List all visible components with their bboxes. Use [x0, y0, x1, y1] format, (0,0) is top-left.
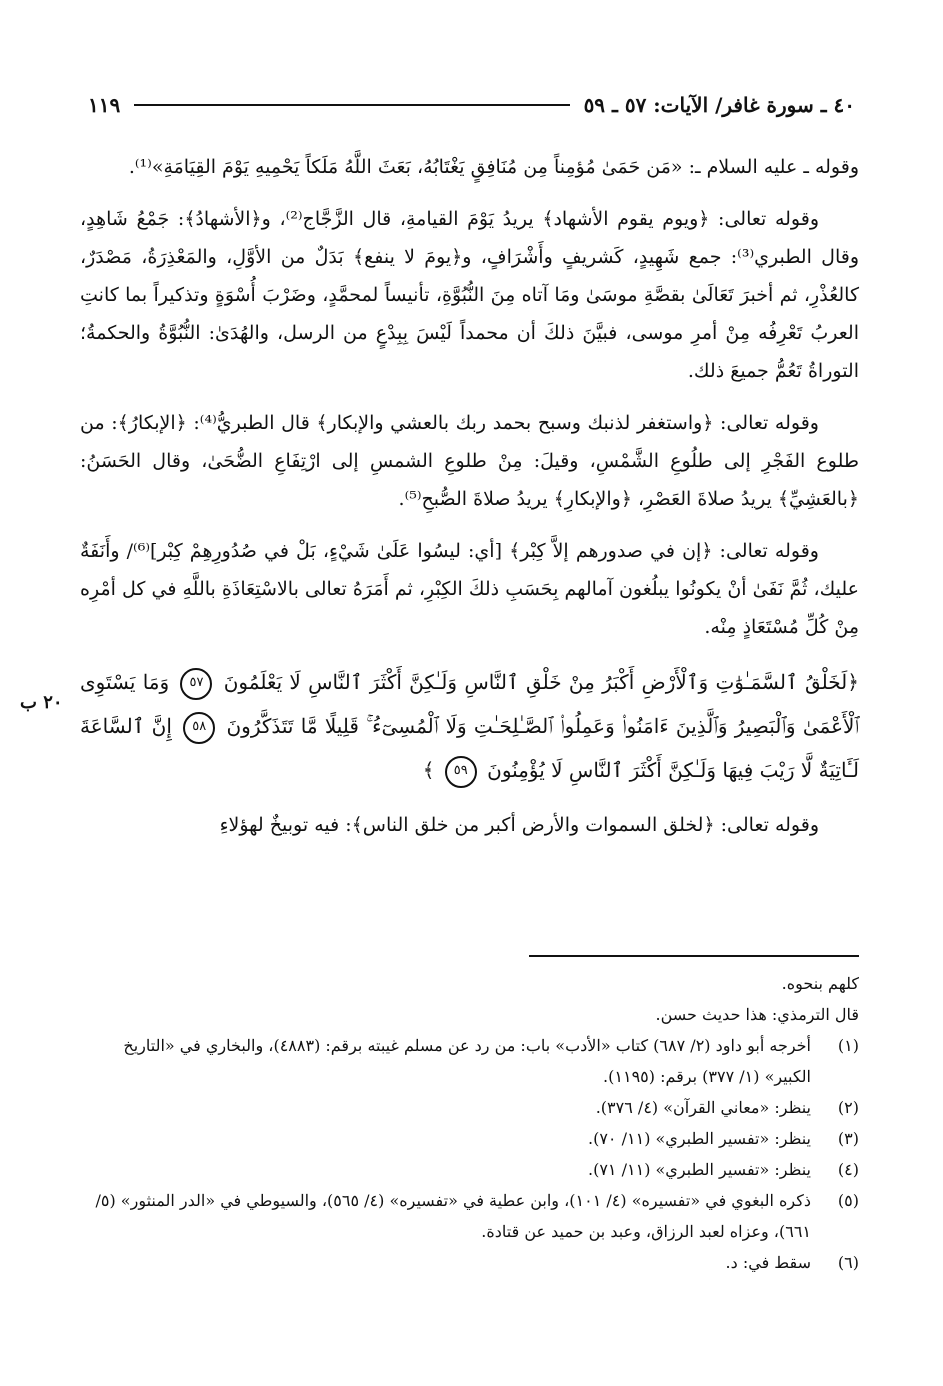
footnote-number: (٢)	[837, 1098, 859, 1117]
verse-text: إِنَّ ٱلسَّاعَةَ لَـَٔاتِيَةٌ لَّا رَيْبَ فِيهَا وَلَـٰكِنَّ أَكْثَرَ ٱلنَّاسِ لَا يُؤْمِنُونَ	[80, 714, 859, 782]
footnote-text: ينظر: «تفسير الطبري» (١١/ ٧١).	[588, 1160, 811, 1179]
footnotes	[84, 968, 859, 1278]
verse-text: وَمَا يَسْتَوِى ٱلْأَعْمَىٰ وَٱلْبَصِيرُ وَٱلَّذِينَ ءَامَنُوا۟ وَعَمِلُوا۟ ٱلصَّـٰلِحَـٰتِ وَلَا ٱلْمُسِىٓءُ ۚ قَلِيلًا مَّا تَتَذَكَّرُونَ	[80, 670, 860, 738]
page-number: ١١٩	[88, 93, 121, 117]
footnote	[84, 1030, 859, 1092]
footnote	[84, 1247, 859, 1278]
footnote-number: (١)	[837, 1036, 859, 1055]
paragraph: وقوله تعالى: ﴿ويوم يقوم الأشهاد﴾ يريدُ يَوْمَ القيامةِ، قال الزَّجَّاج⁽²⁾، و﴿الأشهادُ﴾: جَمْعُ شَاهِدٍ، وقال الطبري⁽³⁾: جمع شَهِيدٍ، كَشريفٍ وأَشْرَافٍ، و﴿يومَ لا ينفع﴾ بَدَلٌ من الأوَّلِ، والمَعْذِرَةُ، مَصْدَرٌ، كالعُذْرِ، ثم أخبرَ تَعَالَىٰ بقصَّةِ موسَىٰ ومَا آتاه مِنَ النُّبُوَّةِ، تأنيساً لمحمَّدٍ، وضَرْبَ أُسْوَةٍ وتذكيراً بما كانتِ العربُ تَعْرِفُه مِنْ أمرِ موسى، فبيَّنَ ذلكَ أن محمداً لَيْسَ بِبِدْعٍ من الرسل، والهُدَىٰ: النُّبُوَّةُ والحكمةُ؛ التوراةُ تَعُمُّ جميعَ ذلك.	[80, 208, 859, 382]
ayah-number-marker: ٥٩	[445, 756, 477, 788]
footnote-text: ينظر: «معاني القرآن» (٤/ ٣٧٦).	[595, 1098, 811, 1117]
verse-close-bracket: ﴾	[422, 758, 435, 782]
footnote-continuation: قال الترمذي: هذا حديث حسن.	[655, 1005, 859, 1024]
paragraph: وقوله تعالى: ﴿لخلق السموات والأرض أكبر من خلق الناس﴾: فيه توبيخٌ لهؤلاءِ	[219, 814, 819, 836]
verse-text: ﴿لَخَلْقُ ٱلسَّمَـٰوَٰتِ وَٱلْأَرْضِ أَكْبَرُ مِنْ خَلْقِ ٱلنَّاسِ وَلَـٰكِنَّ أَكْثَرَ ٱلنَّاسِ لَا يَعْلَمُونَ	[223, 670, 859, 694]
paragraph: وقوله تعالى: ﴿إن في صدورهم إلاَّ كِبْر﴾ [أي: ليسُوا عَلَىٰ شَيْءٍ، بَلْ في صُدُورِهِمْ كِبْر]⁽⁶⁾/ وأَنَفَةٌ عليك، ثُمَّ نَفَىٰ أنْ يكونُوا يبلُغون آمالهم بِحَسَبِ ذلكَ الكِبْرِ، ثم أَمَرَهُ تعالى بالاسْتِعَاذَةِ باللَّهِ في كل أمْرِه مِنْ كُلِّ مُسْتَعَاذٍ مِنْه.	[80, 540, 859, 638]
footnote	[84, 1154, 859, 1185]
footnote-number: (٣)	[837, 1129, 859, 1148]
quran-verses	[80, 660, 859, 792]
footnote-number: (٥)	[837, 1191, 859, 1210]
paragraph: وقوله تعالى: ﴿واستغفر لذنبك وسبح بحمد ربك بالعشي والإبكار﴾ قال الطبريُّ⁽⁴⁾: ﴿الإبكارُ﴾: من طلوع الفَجْرِ إلى طلُوعِ الشَّمْسِ، وقيلَ: مِنْ طلوعِ الشمسِ إلى ارْتِفَاعِ الضُّحَىٰ، وقال الحَسَنُ: ﴿بالعَشِيِّ﴾ يريدُ صلاةَ العَصْرِ، ﴿والإبكارِ﴾ يريدُ صلاةَ الصُّبحِ⁽⁵⁾.	[80, 412, 859, 510]
main-text	[80, 148, 859, 858]
ayah-number-marker: ٥٨	[183, 712, 215, 744]
footnote-number: (٤)	[837, 1160, 859, 1179]
paragraph: وقوله ـ عليه السلام ـ: «مَن حَمَىٰ مُؤمِناً مِن مُنَافِقٍ يَغْتَابُهُ، بَعَثَ اللَّهُ مَلَكاً يَحْمِيهِ يَوْمَ القِيَامَةِ»⁽¹⁾.	[128, 156, 859, 178]
footnote	[84, 1092, 859, 1123]
footnote-continuation: كلهم بنحوه.	[781, 974, 859, 993]
footnote-text: أخرجه أبو داود (٢/ ٦٨٧) كتاب «الأدب» باب: من رد عن مسلم غيبته برقم: (٤٨٨٣)، والبخاري في «التاريخ الكبير» (١/ ٣٧٧) برقم: (١١٩٥).	[123, 1036, 811, 1086]
footnote-text: ينظر: «تفسير الطبري» (١١/ ٧٠).	[588, 1129, 811, 1148]
header-title: ٤٠ ـ سورة غافر/ الآيات: ٥٧ ـ ٥٩	[583, 93, 855, 117]
header-rule	[134, 104, 569, 106]
ayah-number-marker: ٥٧	[180, 668, 212, 700]
footnote-separator	[529, 955, 859, 957]
footnote-text: ذكره البغوي في «تفسيره» (٤/ ١٠١)، وابن عطية في «تفسيره» (٤/ ٥٦٥)، والسيوطي في «الدر المنثور» (٥/ ٦٦١)، وعزاه لعبد الرزاق، وعبد بن حميد عن قتادة.	[95, 1191, 811, 1241]
footnote-number: (٦)	[837, 1253, 859, 1272]
margin-folio-note: ٢٠ ب	[20, 692, 63, 713]
footnote	[84, 1123, 859, 1154]
running-header	[88, 90, 855, 120]
footnote-text: سقط في: د.	[725, 1253, 811, 1272]
footnote	[84, 1185, 859, 1247]
